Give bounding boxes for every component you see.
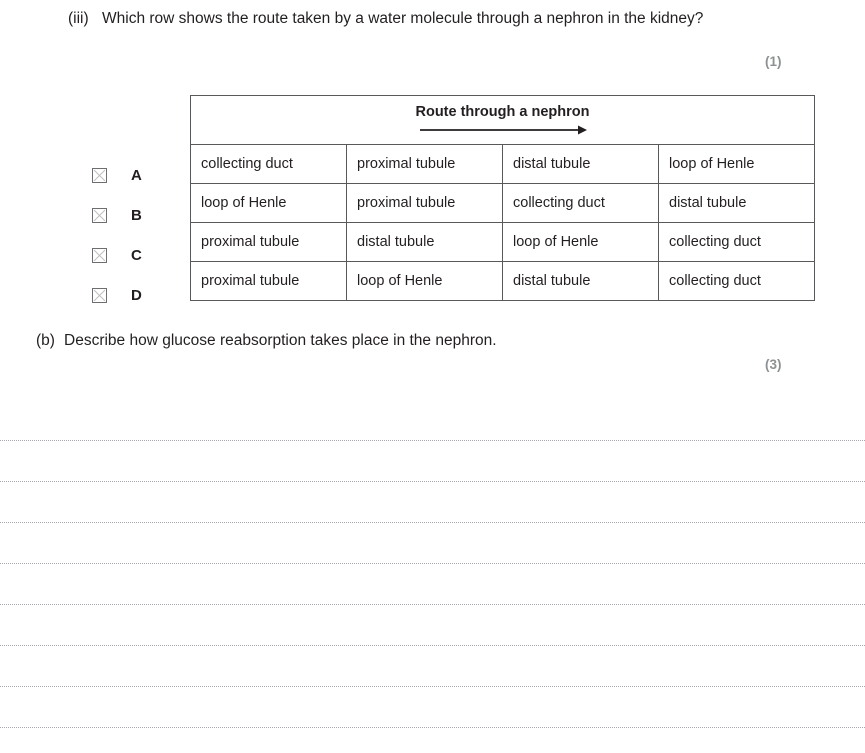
table-cell: collecting duct <box>503 184 659 223</box>
table-cell: distal tubule <box>347 223 503 262</box>
table-cell: distal tubule <box>503 262 659 301</box>
right-arrow-icon <box>418 124 588 136</box>
table-cell: distal tubule <box>503 145 659 184</box>
option-row-c[interactable] <box>92 235 187 275</box>
question-iii <box>68 8 758 30</box>
option-letter-c: C <box>131 246 142 264</box>
answer-line[interactable] <box>0 605 865 646</box>
table-row <box>191 184 815 223</box>
table-cell: loop of Henle <box>191 184 347 223</box>
option-row-a[interactable] <box>92 155 187 195</box>
table-cell: distal tubule <box>659 184 815 223</box>
table-cell: collecting duct <box>659 223 815 262</box>
answer-line[interactable] <box>0 523 865 564</box>
table-cell: loop of Henle <box>503 223 659 262</box>
checkbox-cross-icon <box>93 249 106 262</box>
answer-line[interactable] <box>0 687 865 728</box>
checkbox-option-c[interactable] <box>92 248 107 263</box>
table-row <box>191 223 815 262</box>
answer-line[interactable] <box>0 400 865 441</box>
checkbox-option-d[interactable] <box>92 288 107 303</box>
option-letter-a: A <box>131 166 142 184</box>
table-cell: proximal tubule <box>347 184 503 223</box>
question-b-text: Describe how glucose reabsorption takes place in the nephron. <box>64 332 497 349</box>
question-number: (iii) <box>68 10 89 27</box>
table-cell: proximal tubule <box>191 262 347 301</box>
answer-line[interactable] <box>0 646 865 687</box>
table-header-cell <box>191 96 815 145</box>
marks-question-b: (3) <box>765 357 782 372</box>
table-header-row <box>191 96 815 145</box>
answer-line[interactable] <box>0 564 865 605</box>
table-row <box>191 262 815 301</box>
checkbox-cross-icon <box>93 289 106 302</box>
answer-line[interactable] <box>0 482 865 523</box>
question-text: Which row shows the route taken by a water molecule through a nephron in the kidney? <box>102 10 704 27</box>
checkbox-option-b[interactable] <box>92 208 107 223</box>
option-row-d[interactable] <box>92 275 187 315</box>
table-cell: proximal tubule <box>191 223 347 262</box>
table-row <box>191 145 815 184</box>
table-cell: collecting duct <box>191 145 347 184</box>
answer-line[interactable] <box>0 441 865 482</box>
question-b <box>36 332 497 350</box>
checkbox-option-a[interactable] <box>92 168 107 183</box>
nephron-route-table <box>190 95 815 301</box>
option-letter-b: B <box>131 206 142 224</box>
table-header-label: Route through a nephron <box>415 104 590 120</box>
table-cell: collecting duct <box>659 262 815 301</box>
answer-lines[interactable] <box>0 400 865 728</box>
table-cell: loop of Henle <box>659 145 815 184</box>
checkbox-cross-icon <box>93 169 106 182</box>
option-row-b[interactable] <box>92 195 187 235</box>
question-b-label: (b) <box>36 332 55 349</box>
checkbox-cross-icon <box>93 209 106 222</box>
table-cell: loop of Henle <box>347 262 503 301</box>
marks-question-iii: (1) <box>765 54 782 69</box>
table-cell: proximal tubule <box>347 145 503 184</box>
option-letter-d: D <box>131 286 142 304</box>
